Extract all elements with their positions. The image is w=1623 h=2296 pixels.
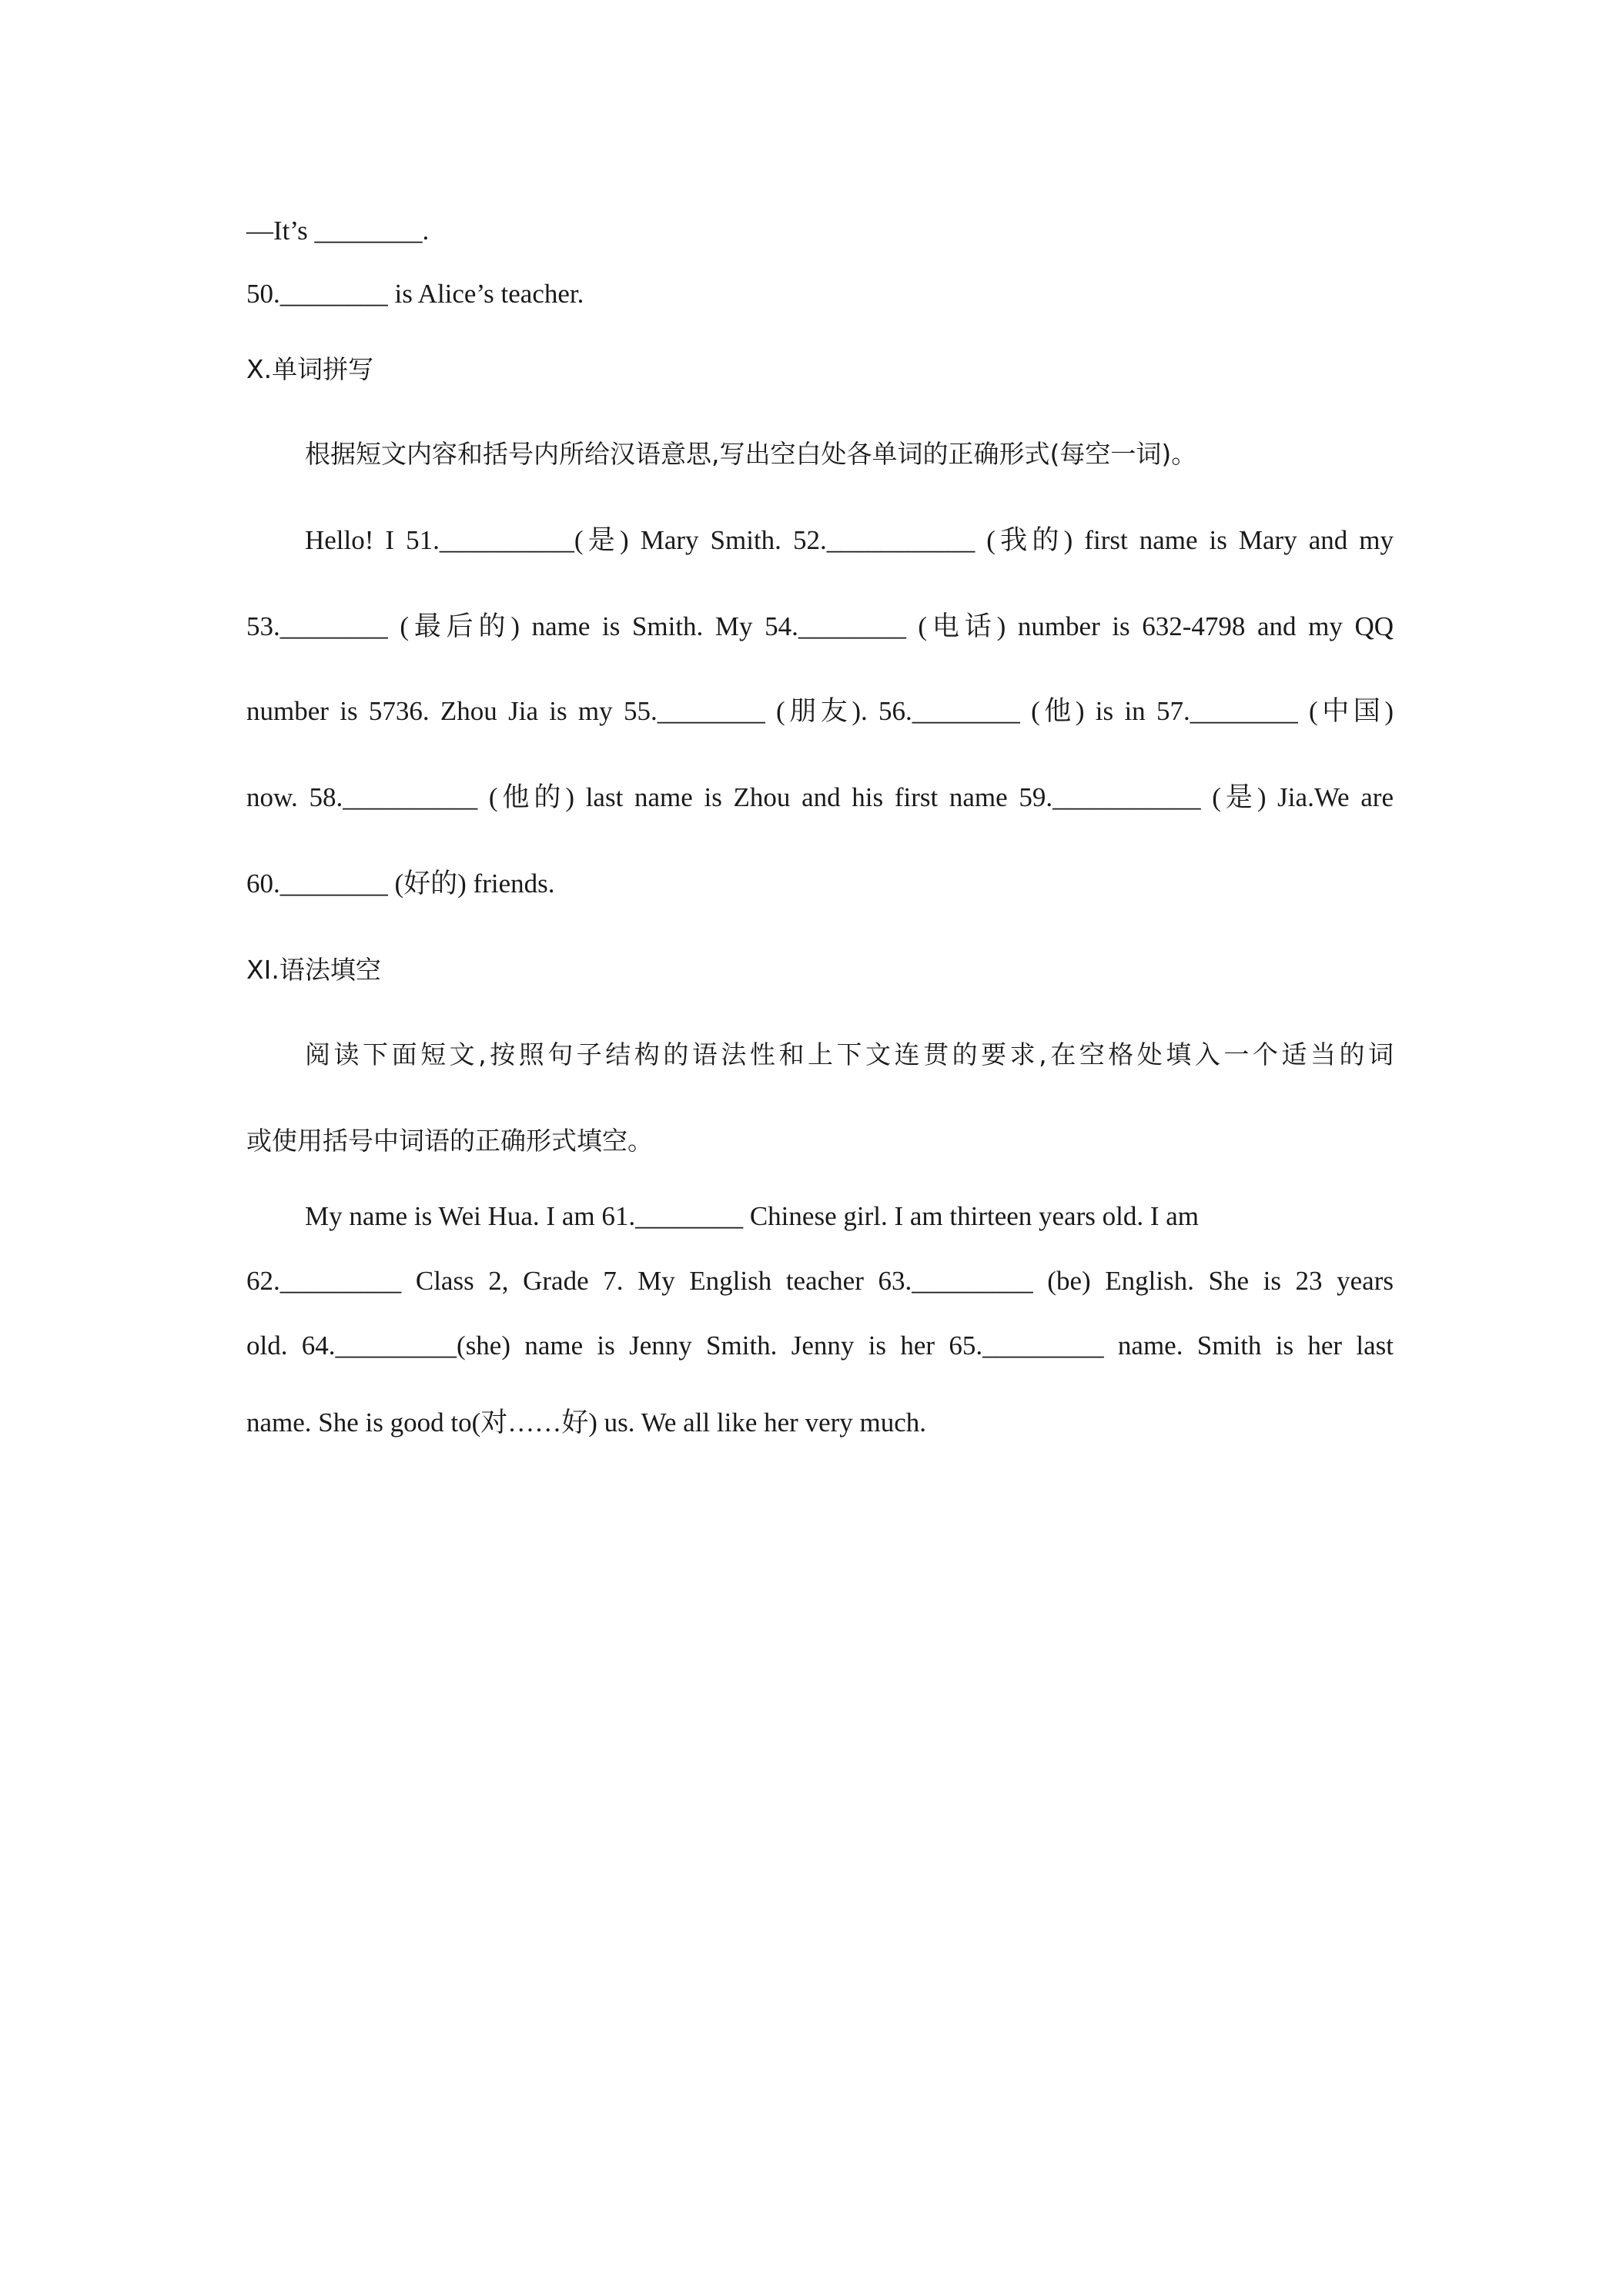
passage-xi-line-4: name. She is good to(对……好) us. We all like her very much.	[246, 1407, 927, 1438]
section-x-instructions: 根据短文内容和括号内所给汉语意思,写出空白处各单词的正确形式(每空一词)。	[305, 439, 1197, 469]
answer-line-49: —It’s ________.	[246, 216, 430, 246]
section-xi-instructions-2: 或使用括号中词语的正确形式填空。	[246, 1126, 653, 1156]
section-xi-instructions-1: 阅读下面短文,按照句子结构的语法性和上下文连贯的要求,在空格处填入一个适当的词	[305, 1039, 1394, 1069]
passage-x-line-3: number is 5736. Zhou Jia is my 55.________ (朋友). 56.________ (他) is in 57.________ (中国)	[246, 696, 1394, 726]
passage-x-line-2: 53.________ (最后的) name is Smith. My 54.________ (电话) number is 632-4798 and my QQ	[246, 611, 1394, 641]
question-50: 50.________ is Alice’s teacher.	[246, 279, 584, 309]
passage-x-line-1: Hello! I 51.__________(是) Mary Smith. 52.___________ (我的) first name is Mary and my	[305, 525, 1394, 555]
passage-x-line-4: now. 58.__________ (他的) last name is Zhou and his first name 59.___________ (是) Jia.We are	[246, 782, 1394, 812]
passage-xi-line-1: My name is Wei Hua. I am 61.________ Chinese girl. I am thirteen years old. I am	[305, 1201, 1199, 1231]
section-x-title: X.单词拼写	[246, 354, 374, 384]
passage-xi-line-2: 62._________ Class 2, Grade 7. My English teacher 63._________ (be) English. She is 23 years	[246, 1266, 1394, 1296]
section-xi-title: XI.语法填空	[246, 955, 381, 985]
passage-xi-line-3: old. 64._________(she) name is Jenny Smith. Jenny is her 65._________ name. Smith is her last	[246, 1330, 1394, 1361]
passage-x-line-5: 60.________ (好的) friends.	[246, 869, 555, 899]
